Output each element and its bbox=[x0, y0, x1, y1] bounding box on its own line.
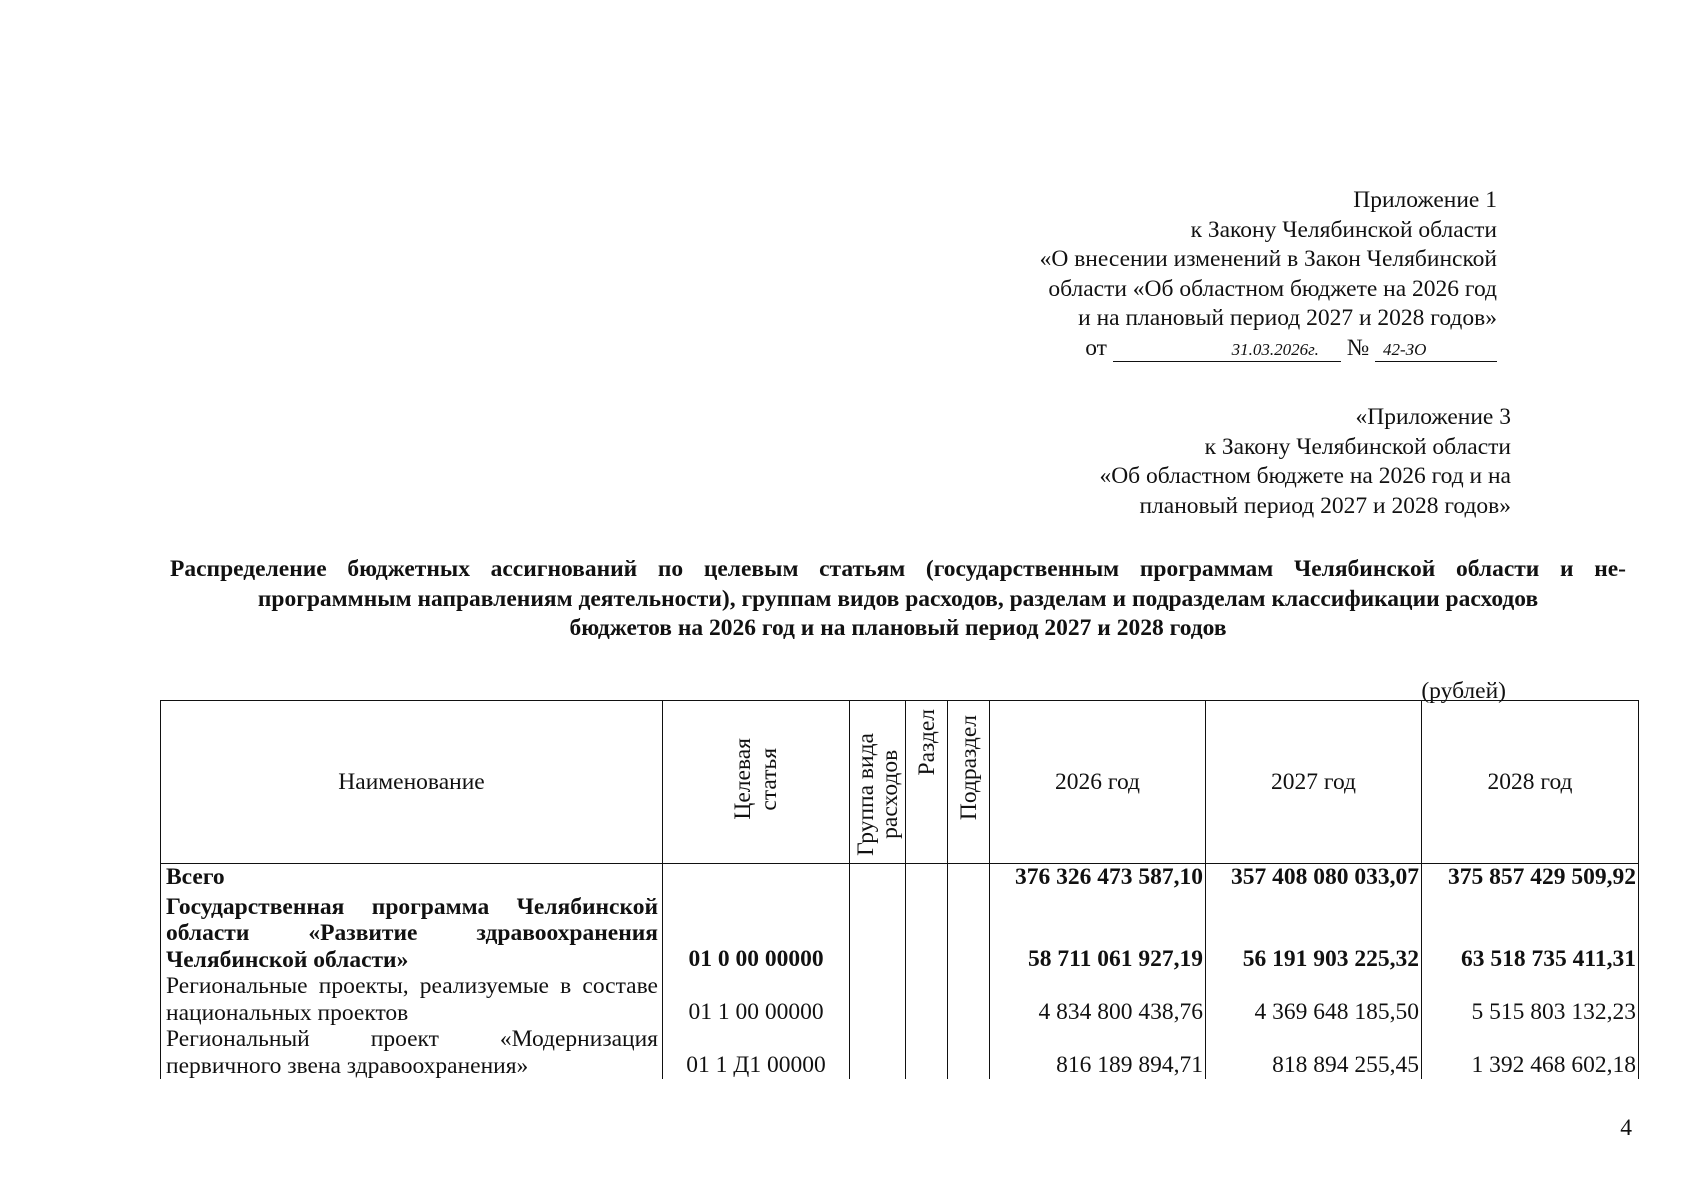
header-2027: 2027 год bbox=[1206, 701, 1422, 864]
row-section bbox=[906, 973, 948, 1026]
header-section: Раздел bbox=[906, 701, 948, 864]
row-name: Региональные проекты, реализуемые в составе национальных проектов bbox=[161, 973, 663, 1026]
law-date-line bbox=[1040, 334, 1497, 364]
row-expense-group bbox=[850, 973, 906, 1026]
table-row bbox=[161, 973, 1639, 1026]
page-number: 4 bbox=[1620, 1115, 1632, 1141]
row-expense-group bbox=[850, 864, 906, 894]
appendix-1-line: к Закону Челябинской области bbox=[1190, 216, 1497, 243]
row-section bbox=[906, 894, 948, 974]
appendix-3-header bbox=[1099, 403, 1511, 521]
appendix-1-line: области «Об областном бюджете на 2026 год bbox=[1048, 275, 1497, 302]
row-code: 01 1 00 00000 bbox=[663, 973, 850, 1026]
units-label: (рублей) bbox=[1421, 678, 1506, 704]
title-line-1: Распределение бюджетных ассигнований по целевым статьям (государственным программам Челябинской области и не- bbox=[170, 556, 1626, 582]
header-name: Наименование bbox=[161, 701, 663, 864]
appendix-1-line: «О внесении изменений в Закон Челябинской bbox=[1039, 246, 1497, 272]
table-row bbox=[161, 1026, 1639, 1079]
row-subsection bbox=[948, 894, 990, 974]
appendix-1-line: и на плановый период 2027 и 2028 годов» bbox=[1078, 305, 1497, 331]
row-2028: 63 518 735 411,31 bbox=[1422, 894, 1639, 974]
title-line-2: программным направлениям деятельности), группам видов расходов, разделам и подразделам классификации расходов bbox=[257, 585, 1539, 612]
row-2027: 56 191 903 225,32 bbox=[1206, 894, 1422, 974]
appendix-1-line: Приложение 1 bbox=[1353, 187, 1497, 213]
row-expense-group bbox=[850, 894, 906, 974]
row-2027: 4 369 648 185,50 bbox=[1206, 973, 1422, 1026]
row-subsection bbox=[948, 973, 990, 1026]
row-name: Государственная программа Челябинской области «Развитие здравоохранения Челябинской области» bbox=[161, 894, 663, 974]
row-expense-group bbox=[850, 1026, 906, 1079]
header-target-article: Целевая статья bbox=[663, 701, 850, 864]
row-code: 01 0 00 00000 bbox=[663, 894, 850, 974]
row-code: 01 1 Д1 00000 bbox=[663, 1026, 850, 1079]
date-prefix: от bbox=[1085, 334, 1107, 361]
table-header-row bbox=[161, 701, 1639, 864]
header-2028: 2028 год bbox=[1422, 701, 1639, 864]
header-subsection: Подраздел bbox=[948, 701, 990, 864]
header-expense-group: Группа вида расходов bbox=[850, 701, 906, 864]
row-name: Региональный проект «Модернизация первичного звена здравоохранения» bbox=[161, 1026, 663, 1079]
row-2026: 4 834 800 438,76 bbox=[990, 973, 1206, 1026]
budget-table bbox=[160, 700, 1639, 1079]
document-title bbox=[170, 555, 1626, 644]
header-2026: 2026 год bbox=[990, 701, 1206, 864]
row-name: Всего bbox=[161, 864, 663, 894]
row-subsection bbox=[948, 864, 990, 894]
row-2028: 375 857 429 509,92 bbox=[1422, 864, 1639, 894]
row-code bbox=[663, 864, 850, 894]
title-line-3: бюджетов на 2026 год и на плановый период 2027 и 2028 годов bbox=[569, 615, 1227, 641]
number-sign: № bbox=[1346, 334, 1370, 361]
appendix-3-line: плановый период 2027 и 2028 годов» bbox=[1139, 492, 1511, 519]
row-2028: 5 515 803 132,23 bbox=[1422, 973, 1639, 1026]
appendix-3-line: «Об областном бюджете на 2026 год и на bbox=[1099, 463, 1511, 489]
law-date: 31.03.2026г. bbox=[1113, 339, 1341, 362]
law-number: 42-ЗО bbox=[1375, 339, 1497, 362]
row-section bbox=[906, 864, 948, 894]
row-2027: 818 894 255,45 bbox=[1206, 1026, 1422, 1079]
appendix-1-header bbox=[1040, 186, 1497, 363]
row-2028: 1 392 468 602,18 bbox=[1422, 1026, 1639, 1079]
row-subsection bbox=[948, 1026, 990, 1079]
appendix-3-line: к Закону Челябинской области bbox=[1204, 433, 1511, 460]
table-row bbox=[161, 894, 1639, 974]
row-2027: 357 408 080 033,07 bbox=[1206, 864, 1422, 894]
appendix-3-line: «Приложение 3 bbox=[1355, 404, 1511, 430]
row-2026: 58 711 061 927,19 bbox=[990, 894, 1206, 974]
row-2026: 816 189 894,71 bbox=[990, 1026, 1206, 1079]
table-row-total bbox=[161, 864, 1639, 894]
row-2026: 376 326 473 587,10 bbox=[990, 864, 1206, 894]
row-section bbox=[906, 1026, 948, 1079]
